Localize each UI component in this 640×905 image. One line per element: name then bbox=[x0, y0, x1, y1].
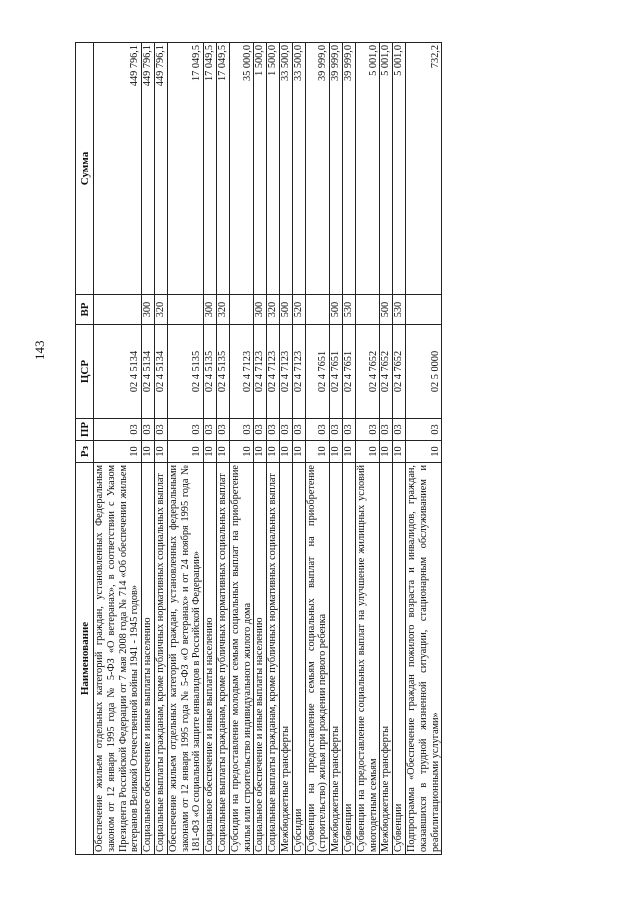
cell-name: Социальные выплаты гражданам, кроме публичных нормативных социальных выплат bbox=[216, 463, 229, 855]
cell-rz: 10 bbox=[380, 441, 393, 463]
cell-csr: 02 4 7123 bbox=[254, 325, 267, 419]
cell-pr: 03 bbox=[267, 419, 280, 441]
cell-pr: 03 bbox=[355, 419, 380, 441]
cell-rz: 10 bbox=[167, 441, 203, 463]
table-row bbox=[216, 43, 229, 855]
cell-pr: 03 bbox=[167, 419, 203, 441]
cell-csr: 02 4 7652 bbox=[393, 325, 406, 419]
cell-csr: 02 4 5135 bbox=[167, 325, 203, 419]
cell-vr: 300 bbox=[254, 295, 267, 325]
cell-vr bbox=[305, 295, 330, 325]
cell-rz: 10 bbox=[229, 441, 254, 463]
cell-vr: 530 bbox=[393, 295, 406, 325]
cell-name: Социальные выплаты гражданам, кроме публичных нормативных социальных выплат bbox=[154, 463, 167, 855]
cell-sum: 39 999,0 bbox=[342, 43, 355, 295]
table-row bbox=[167, 43, 203, 855]
cell-vr: 520 bbox=[292, 295, 305, 325]
cell-name: Социальные выплаты гражданам, кроме публичных нормативных социальных выплат bbox=[267, 463, 280, 855]
cell-pr: 03 bbox=[254, 419, 267, 441]
table-row bbox=[292, 43, 305, 855]
cell-vr bbox=[405, 295, 441, 325]
cell-name: Межбюджетные трансферты bbox=[380, 463, 393, 855]
table-row bbox=[229, 43, 254, 855]
cell-csr: 02 4 7123 bbox=[229, 325, 254, 419]
table-row bbox=[154, 43, 167, 855]
cell-rz: 10 bbox=[267, 441, 280, 463]
cell-pr: 03 bbox=[292, 419, 305, 441]
cell-sum: 33 500,0 bbox=[292, 43, 305, 295]
table-row bbox=[305, 43, 330, 855]
table-row bbox=[355, 43, 380, 855]
cell-name: Подпрограмма «Обеспечение граждан пожилого возраста и инвалидов, граждан, оказавшихся в трудной жизненной ситуации, стационарным обслуживанием и реабилитационными услугами» bbox=[405, 463, 441, 855]
cell-pr: 03 bbox=[330, 419, 343, 441]
header-pr: ПР bbox=[76, 419, 94, 441]
cell-pr: 03 bbox=[204, 419, 217, 441]
header-csr: ЦСР bbox=[76, 325, 94, 419]
rotated-page-content bbox=[75, 43, 535, 855]
cell-rz: 10 bbox=[405, 441, 441, 463]
cell-sum: 17 049,5 bbox=[167, 43, 203, 295]
table-row bbox=[380, 43, 393, 855]
cell-pr: 03 bbox=[154, 419, 167, 441]
table-row bbox=[254, 43, 267, 855]
cell-name: Межбюджетные трансферты bbox=[279, 463, 292, 855]
cell-csr: 02 4 7651 bbox=[330, 325, 343, 419]
cell-sum: 39 999,0 bbox=[305, 43, 330, 295]
cell-sum: 33 500,0 bbox=[279, 43, 292, 295]
cell-rz: 10 bbox=[216, 441, 229, 463]
cell-pr: 03 bbox=[405, 419, 441, 441]
table-row bbox=[204, 43, 217, 855]
cell-vr: 300 bbox=[204, 295, 217, 325]
table-header-row bbox=[76, 43, 94, 855]
cell-sum: 17 049,5 bbox=[216, 43, 229, 295]
header-name: Наименование bbox=[76, 463, 94, 855]
page-number: 143 bbox=[32, 340, 47, 360]
cell-name: Социальное обеспечение и иные выплаты населению bbox=[254, 463, 267, 855]
cell-vr: 320 bbox=[216, 295, 229, 325]
cell-rz: 10 bbox=[393, 441, 406, 463]
cell-rz: 10 bbox=[254, 441, 267, 463]
cell-sum: 39 999,0 bbox=[330, 43, 343, 295]
cell-pr: 03 bbox=[342, 419, 355, 441]
cell-rz: 10 bbox=[204, 441, 217, 463]
table-row bbox=[393, 43, 406, 855]
cell-vr bbox=[167, 295, 203, 325]
cell-sum: 449 796,1 bbox=[94, 43, 142, 295]
cell-csr: 02 4 7651 bbox=[342, 325, 355, 419]
cell-name: Социальное обеспечение и иные выплаты населению bbox=[142, 463, 155, 855]
cell-name: Обеспечение жильем отдельных категорий граждан, установленных Федеральным законом от 12 января 1995 года № 5-ФЗ «О ветеранах», в соответствии с Указом Президента Российской Федерации от 7 мая 2008 года № 714 «Об обеспечении жильем ветеранов Великой Отечественной войны 1941 - 1945 годов» bbox=[94, 463, 142, 855]
cell-vr: 320 bbox=[267, 295, 280, 325]
budget-table bbox=[75, 42, 442, 855]
cell-vr: 500 bbox=[279, 295, 292, 325]
header-rz: Рз bbox=[76, 441, 94, 463]
cell-name: Субсидии на предоставление молодым семьям социальных выплат на приобретение жилья или строительство индивидуального жилого дома bbox=[229, 463, 254, 855]
cell-csr: 02 4 7123 bbox=[267, 325, 280, 419]
cell-rz: 10 bbox=[355, 441, 380, 463]
cell-rz: 10 bbox=[292, 441, 305, 463]
header-sum: Сумма bbox=[76, 43, 94, 295]
cell-vr: 530 bbox=[342, 295, 355, 325]
cell-sum: 5 001,0 bbox=[355, 43, 380, 295]
cell-name: Социальное обеспечение и иные выплаты населению bbox=[204, 463, 217, 855]
cell-rz: 10 bbox=[279, 441, 292, 463]
cell-pr: 03 bbox=[279, 419, 292, 441]
cell-csr: 02 4 5134 bbox=[154, 325, 167, 419]
cell-name: Межбюджетные трансферты bbox=[330, 463, 343, 855]
cell-sum: 5 001,0 bbox=[380, 43, 393, 295]
cell-rz: 10 bbox=[142, 441, 155, 463]
table-row bbox=[142, 43, 155, 855]
cell-sum: 732,2 bbox=[405, 43, 441, 295]
cell-csr: 02 4 7123 bbox=[279, 325, 292, 419]
table-row bbox=[267, 43, 280, 855]
cell-sum: 1 500,0 bbox=[267, 43, 280, 295]
cell-name: Субвенции bbox=[393, 463, 406, 855]
header-vr: ВР bbox=[76, 295, 94, 325]
cell-rz: 10 bbox=[94, 441, 142, 463]
cell-pr: 03 bbox=[393, 419, 406, 441]
cell-name: Субвенции bbox=[342, 463, 355, 855]
cell-vr bbox=[94, 295, 142, 325]
cell-pr: 03 bbox=[229, 419, 254, 441]
cell-csr: 02 4 5134 bbox=[94, 325, 142, 419]
cell-vr: 300 bbox=[142, 295, 155, 325]
table-row bbox=[279, 43, 292, 855]
cell-name: Обеспечение жильем отдельных категорий граждан, установленных федеральными законами от 12 января 1995 года № 5-ФЗ «О ветеранах» и от 24 ноября 1995 года № 181-ФЗ «О социальной защите инвалидов в Российской Федерации» bbox=[167, 463, 203, 855]
cell-csr: 02 4 7652 bbox=[355, 325, 380, 419]
cell-csr: 02 4 5134 bbox=[142, 325, 155, 419]
cell-sum: 449 796,1 bbox=[154, 43, 167, 295]
cell-csr: 02 4 7123 bbox=[292, 325, 305, 419]
cell-sum: 35 000,0 bbox=[229, 43, 254, 295]
cell-name: Субвенции на предоставление семьям социальных выплат на приобретение (строительство) жилья при рождении первого ребенка bbox=[305, 463, 330, 855]
cell-vr: 500 bbox=[330, 295, 343, 325]
table-row bbox=[405, 43, 441, 855]
table-row bbox=[342, 43, 355, 855]
cell-csr: 02 4 7651 bbox=[305, 325, 330, 419]
cell-rz: 10 bbox=[305, 441, 330, 463]
cell-rz: 10 bbox=[154, 441, 167, 463]
cell-vr bbox=[355, 295, 380, 325]
table-body bbox=[94, 43, 442, 855]
cell-csr: 02 4 5135 bbox=[204, 325, 217, 419]
cell-csr: 02 4 5135 bbox=[216, 325, 229, 419]
cell-pr: 03 bbox=[380, 419, 393, 441]
cell-vr: 500 bbox=[380, 295, 393, 325]
cell-csr: 02 5 0000 bbox=[405, 325, 441, 419]
cell-sum: 17 049,5 bbox=[204, 43, 217, 295]
cell-name: Субвенции на предоставление социальных выплат на улучшение жилищных условий многодетным семьям bbox=[355, 463, 380, 855]
cell-rz: 10 bbox=[330, 441, 343, 463]
cell-pr: 03 bbox=[94, 419, 142, 441]
cell-sum: 5 001,0 bbox=[393, 43, 406, 295]
cell-pr: 03 bbox=[142, 419, 155, 441]
table-row bbox=[94, 43, 142, 855]
cell-pr: 03 bbox=[305, 419, 330, 441]
cell-rz: 10 bbox=[342, 441, 355, 463]
cell-sum: 449 796,1 bbox=[142, 43, 155, 295]
cell-name: Субсидии bbox=[292, 463, 305, 855]
table-row bbox=[330, 43, 343, 855]
cell-csr: 02 4 7652 bbox=[380, 325, 393, 419]
cell-vr bbox=[229, 295, 254, 325]
cell-pr: 03 bbox=[216, 419, 229, 441]
cell-sum: 1 500,0 bbox=[254, 43, 267, 295]
cell-vr: 320 bbox=[154, 295, 167, 325]
